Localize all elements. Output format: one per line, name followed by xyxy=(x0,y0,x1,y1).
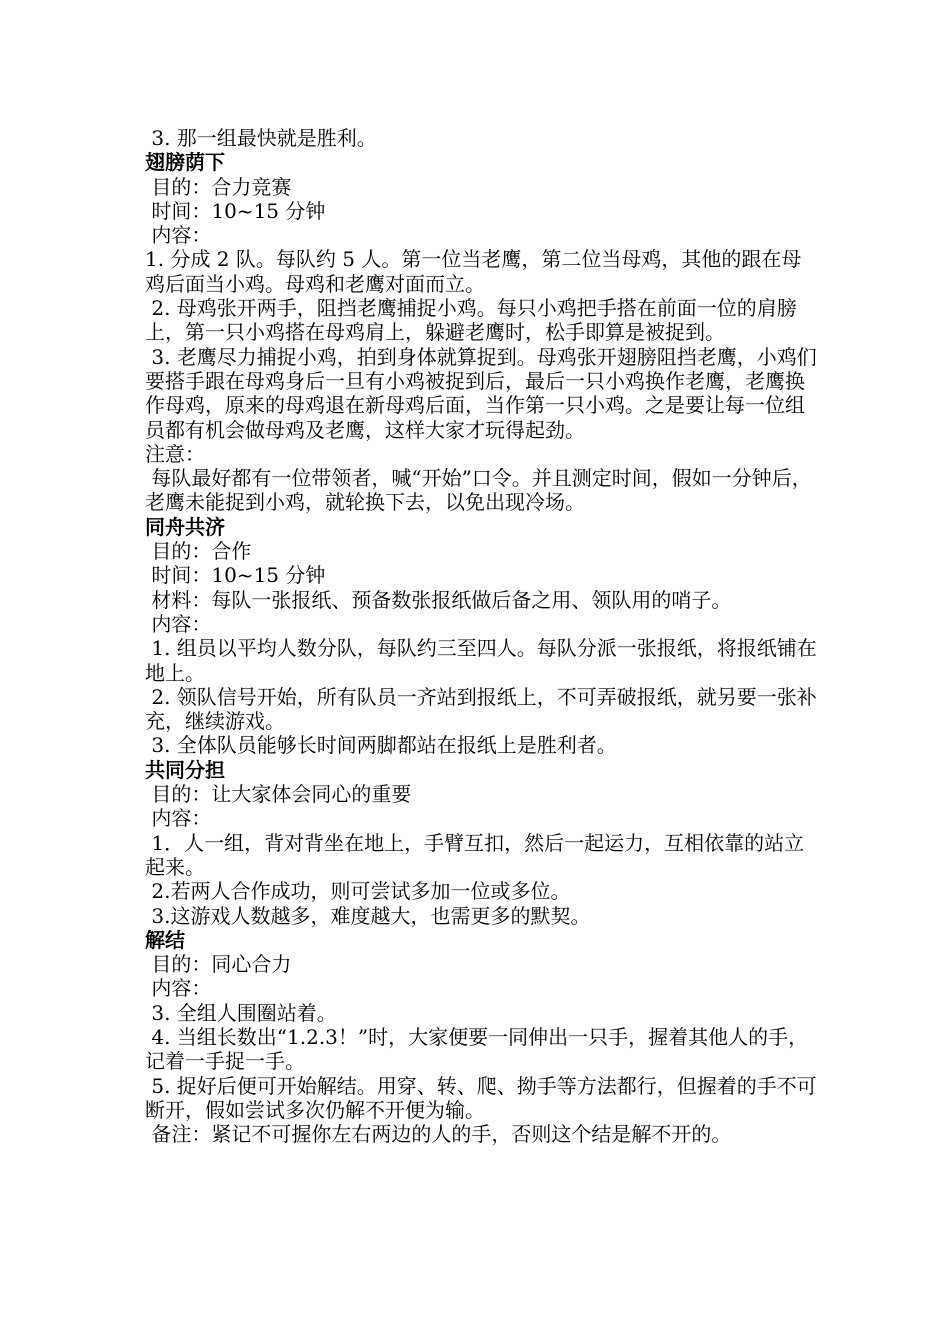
text-paragraph: 4. 当组长数出“1.2.3！”时，大家便要一同伸出一只手，握着其他人的手，记着一手捉一手。 xyxy=(145,1024,809,1074)
text-paragraph: 3. 那一组最快就是胜利。 xyxy=(145,126,377,150)
text-paragraph: 5. 捉好后便可开始解结。用穿、转、爬、拗手等方法都行，但握着的手不可断开，假如尝试多次仍解不开便为输。 xyxy=(145,1073,817,1122)
text-paragraph: 目的：合作 xyxy=(145,539,252,564)
text-paragraph: 1. 组员以平均人数分队，每队约三至四人。每队分派一张报纸，将报纸铺在地上。 xyxy=(145,636,817,685)
text-paragraph: 时间：10~15 分钟 xyxy=(145,198,326,223)
text-paragraph: 2. 领队信号开始，所有队员一齐站到报纸上，不可弄破报纸，就另要一张补充，继续游戏。 xyxy=(145,684,817,734)
text-paragraph: 目的：同心合力 xyxy=(145,952,292,977)
text-paragraph: 3.这游戏人数越多，难度越大，也需更多的默契。 xyxy=(145,903,591,928)
text-paragraph: 3. 老鹰尽力捕捉小鸡，拍到身体就算捉到。母鸡张开翅膀阻挡老鹰，小鸡们要搭手跟在母鸡身后一旦有小鸡被捉到后，最后一只小鸡换作老鹰，老鹰换作母鸡，原来的母鸡退在新母鸡后面，当作第一只小鸡。之是要让每一位组员都有机会做母鸡及老鹰，这样大家才玩得起劲。 xyxy=(145,344,817,442)
text-paragraph: 材料：每队一张报纸、预备数张报纸做后备之用、领队用的哨子。 xyxy=(145,587,732,612)
section-heading: 同舟共济 xyxy=(145,514,225,539)
document-page xyxy=(145,126,817,1146)
text-paragraph: 内容： xyxy=(145,806,212,831)
text-paragraph: 目的：合力竞赛 xyxy=(145,174,292,199)
text-paragraph: 内容： xyxy=(145,223,212,248)
text-paragraph: 内容： xyxy=(145,611,212,636)
text-paragraph: 3. 全体队员能够长时间两脚都站在报纸上是胜利者。 xyxy=(145,733,617,758)
section-heading: 翅膀荫下 xyxy=(145,150,225,175)
text-paragraph: 2. 母鸡张开两手，阻挡老鹰捕捉小鸡。每只小鸡把手搭在前面一位的肩膀上，第一只小鸡搭在母鸡肩上，躲避老鹰时，松手即算是被捉到。 xyxy=(145,296,797,345)
text-paragraph: 注意： xyxy=(145,441,205,466)
text-paragraph: 1．人一组，背对背坐在地上，手臂互扣，然后一起运力，互相依靠的站立起来。 xyxy=(145,830,805,879)
text-paragraph: 2.若两人合作成功，则可尝试多加一位或多位。 xyxy=(145,879,571,904)
text-paragraph: 备注：紧记不可握你左右两边的人的手，否则这个结是解不开的。 xyxy=(145,1122,732,1147)
text-paragraph: 3. 全组人围圈站着。 xyxy=(145,1000,337,1025)
text-paragraph: 时间：10~15 分钟 xyxy=(145,563,326,588)
text-paragraph: 内容： xyxy=(145,976,212,1001)
text-paragraph: 1. 分成 2 队。每队约 5 人。第一位当老鹰，第二位当母鸡，其他的跟在母鸡后面当小鸡。母鸡和老鹰对面而立。 xyxy=(145,247,802,296)
text-paragraph: 目的：让大家体会同心的重要 xyxy=(145,782,412,807)
text-paragraph: 每队最好都有一位带领者，喊“开始”口令。并且测定时间，假如一分钟后，老鹰未能捉到小鸡，就轮换下去，以免出现冷场。 xyxy=(145,466,812,515)
section-heading: 解结 xyxy=(145,927,185,952)
section-heading: 共同分担 xyxy=(145,757,225,782)
